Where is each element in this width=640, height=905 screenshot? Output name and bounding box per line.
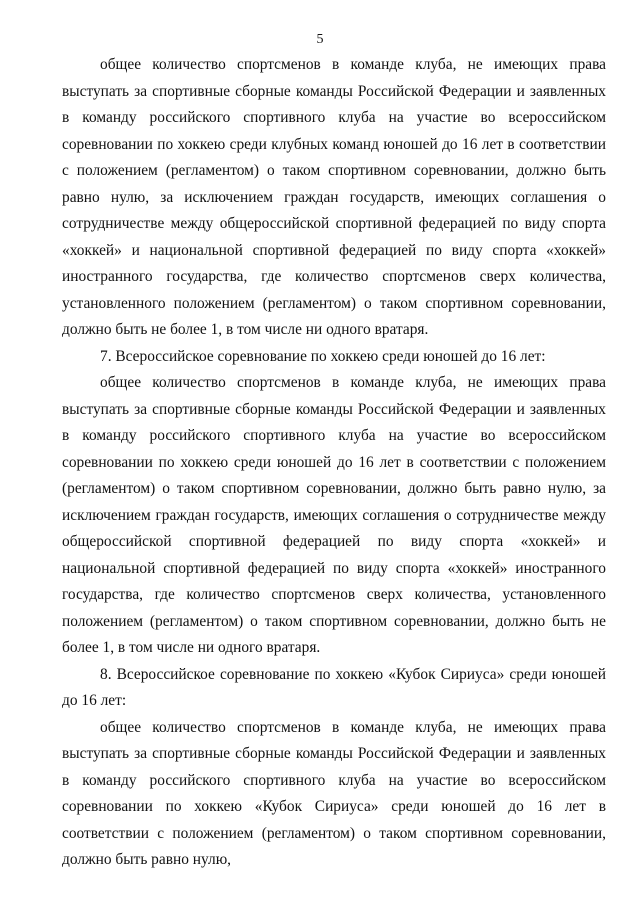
paragraph-rule-7-text: общее количество спортсменов в команде клуба, не имеющих права выступать за спортивные сборные команды Российской Федерации и заявленных в команду российского спортивного клуба на участие во всероссийском соревновании по хоккею среди юношей до 16 лет в соответствии с положением (регламентом) о таком спортивном соревновании, должно быть равно нулю, за исключением граждан государств, имеющих соглашения о сотрудничестве между общероссийской спортивной федерацией по виду спорта «хоккей» и национальной спортивной федерацией по виду спорта «хоккей» иностранного государства, где количество спортсменов сверх количества, установленного положением (регламентом) о таком спортивном соревновании, должно быть не более 1, в том числе ни одного вратаря. [62, 374, 606, 656]
paragraph-rule-8-text: общее количество спортсменов в команде клуба, не имеющих права выступать за спортивные сборные команды Российской Федерации и заявленных в команду российского спортивного клуба на участие во всероссийском соревновании по хоккею «Кубок Сириуса» среди юношей до 16 лет в соответствии с положением (регламентом) о таком спортивном соревновании, должно быть равно нулю, [62, 718, 606, 868]
document-body [62, 52, 606, 874]
paragraph-item-7-heading: 7. Всероссийское соревнование по хоккею среди юношей до 16 лет: [100, 347, 546, 365]
paragraph-rule-6-text: общее количество спортсменов в команде клуба, не имеющих права выступать за спортивные сборные команды Российской Федерации и заявленных в команду российского спортивного клуба на участие во всероссийском соревновании по хоккею среди клубных команд юношей до 16 лет в соответствии с положением (регламентом) о таком спортивном соревновании, должно быть равно нулю, за исключением граждан государств, имеющих соглашения о сотрудничестве между общероссийской спортивной федерацией по виду спорта «хоккей» и национальной спортивной федерацией по виду спорта «хоккей» иностранного государства, где количество спортсменов сверх количества, установленного положением (регламентом) о таком спортивном соревновании, должно быть не более 1, в том числе ни одного вратаря. [62, 56, 606, 338]
paragraph-item-8-heading: 8. Всероссийское соревнование по хоккею «Кубок Сириуса» среди юношей до 16 лет: [62, 665, 606, 709]
page-number: 5 [316, 32, 324, 47]
